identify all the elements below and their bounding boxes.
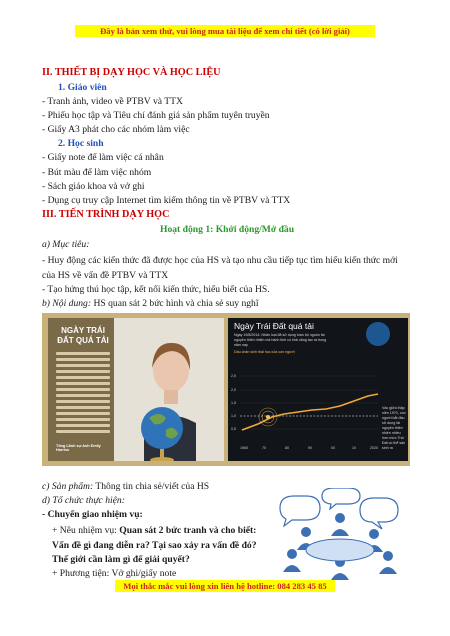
infographic-note: Vào giữa thập niên 1970, con người bắt đầu sử dụng tài nguyên thiên nhiên nhiều hơn mức Trái Đất có thể sản sinh ra [382, 406, 406, 450]
left-poster-caption: Tổng Lãnh sự Anh Emily Harriss [56, 444, 101, 452]
x-tick: 10 [352, 446, 356, 450]
student-item: - Giấy note để làm việc cá nhân [42, 152, 164, 163]
teacher-item: - Tranh ảnh, video về PTBV và TTX [42, 96, 183, 107]
left-poster-text [56, 352, 110, 436]
footprint-chart [228, 318, 408, 461]
section-heading-process: III. TIẾN TRÌNH DẠY HỌC [42, 209, 170, 220]
section-heading-equipment: II. THIẾT BỊ DẠY HỌC VÀ HỌC LIỆU [42, 67, 221, 78]
infographic-legend: Dấu chân sinh thái học của con người [234, 350, 295, 354]
teacher-item: - Phiếu học tập và Tiêu chí đánh giá sản phẩm tuyên truyền [42, 110, 270, 121]
preview-banner: Đây là bản xem thử, vui lòng mua tài liệu để xem chi tiết (có lời giải) [75, 25, 375, 37]
infographic-subtitle: Ngày 19/8/2014: Nhân loại đã sử dụng toàn bộ nguồn tài nguyên thiên nhiên mà hành tinh có khả năng tạo ra trong năm nay [234, 333, 327, 347]
teacher-item: - Giấy A3 phát cho các nhóm làm việc [42, 124, 190, 135]
goal-text-2: - Tạo hứng thú học tập, kết nối kiến thức, hiểu biết của HS. [42, 284, 270, 295]
hotline-banner: Mọi thắc mắc vui lòng xin liên hệ hotline: 084 283 45 85 [115, 580, 335, 592]
student-item: - Sách giáo khoa và vở ghi [42, 181, 145, 192]
assign-label: - Chuyển giao nhiệm vụ: [42, 509, 143, 520]
photo-woman-globe [114, 318, 224, 461]
organization-label: d) Tổ chức thực hiện: [42, 495, 125, 506]
x-tick: 00 [331, 446, 335, 450]
content-label: b) Nội dung: [42, 298, 92, 309]
infographic-title: Ngày Trái Đất quá tải [234, 321, 314, 331]
discussion-group-illustration [270, 488, 410, 580]
x-tick: 1960 [240, 446, 248, 450]
activity-title: Hoạt động 1: Khởi động/Mở đầu [160, 224, 295, 235]
goal-label: a) Mục tiêu: [42, 239, 90, 250]
y-tick: 1,0 [231, 414, 236, 418]
student-item: - Dụng cụ truy cập Internet tìm kiếm thông tin về PTBV và TTX [42, 195, 291, 206]
x-tick: 80 [285, 446, 289, 450]
goal-text: - Huy động các kiến thức đã được học của HS và tạo nhu cầu tiếp tục tìm hiểu kiến thức mới của HS về vấn đề PTBV và TTX [42, 255, 398, 281]
content-line [42, 298, 259, 309]
left-poster-title: NGÀY TRÁI ĐẤT QUÁ TẢI [57, 326, 109, 345]
y-tick: 2,0 [231, 388, 236, 392]
student-heading: 2. Học sinh [58, 138, 104, 149]
x-tick: 90 [308, 446, 312, 450]
y-tick: 1,5 [231, 401, 236, 405]
student-item: - Bút màu để làm việc nhóm [42, 167, 152, 178]
x-tick: 2020 [370, 446, 378, 450]
task-text: + Nêu nhiệm vụ: Quan sát 2 bức tranh và cho biết: Vấn đề gì đang diễn ra? Tại sao xảy ra vấn đề đó? Thế giới cần làm gì để giải quyết? [52, 525, 257, 565]
y-tick: 2,5 [231, 374, 236, 378]
x-tick: 70 [262, 446, 266, 450]
y-tick: 0,5 [231, 427, 236, 431]
teacher-heading: 1. Giáo viên [58, 82, 107, 93]
product-line: c) Sản phẩm: Thông tin chia sẻ/viết của HS [42, 481, 210, 492]
content-text: HS quan sát 2 bức hình và chia sẻ suy nghĩ [91, 298, 259, 309]
means-text: + Phương tiện: Vở ghi/giấy note [52, 568, 177, 579]
